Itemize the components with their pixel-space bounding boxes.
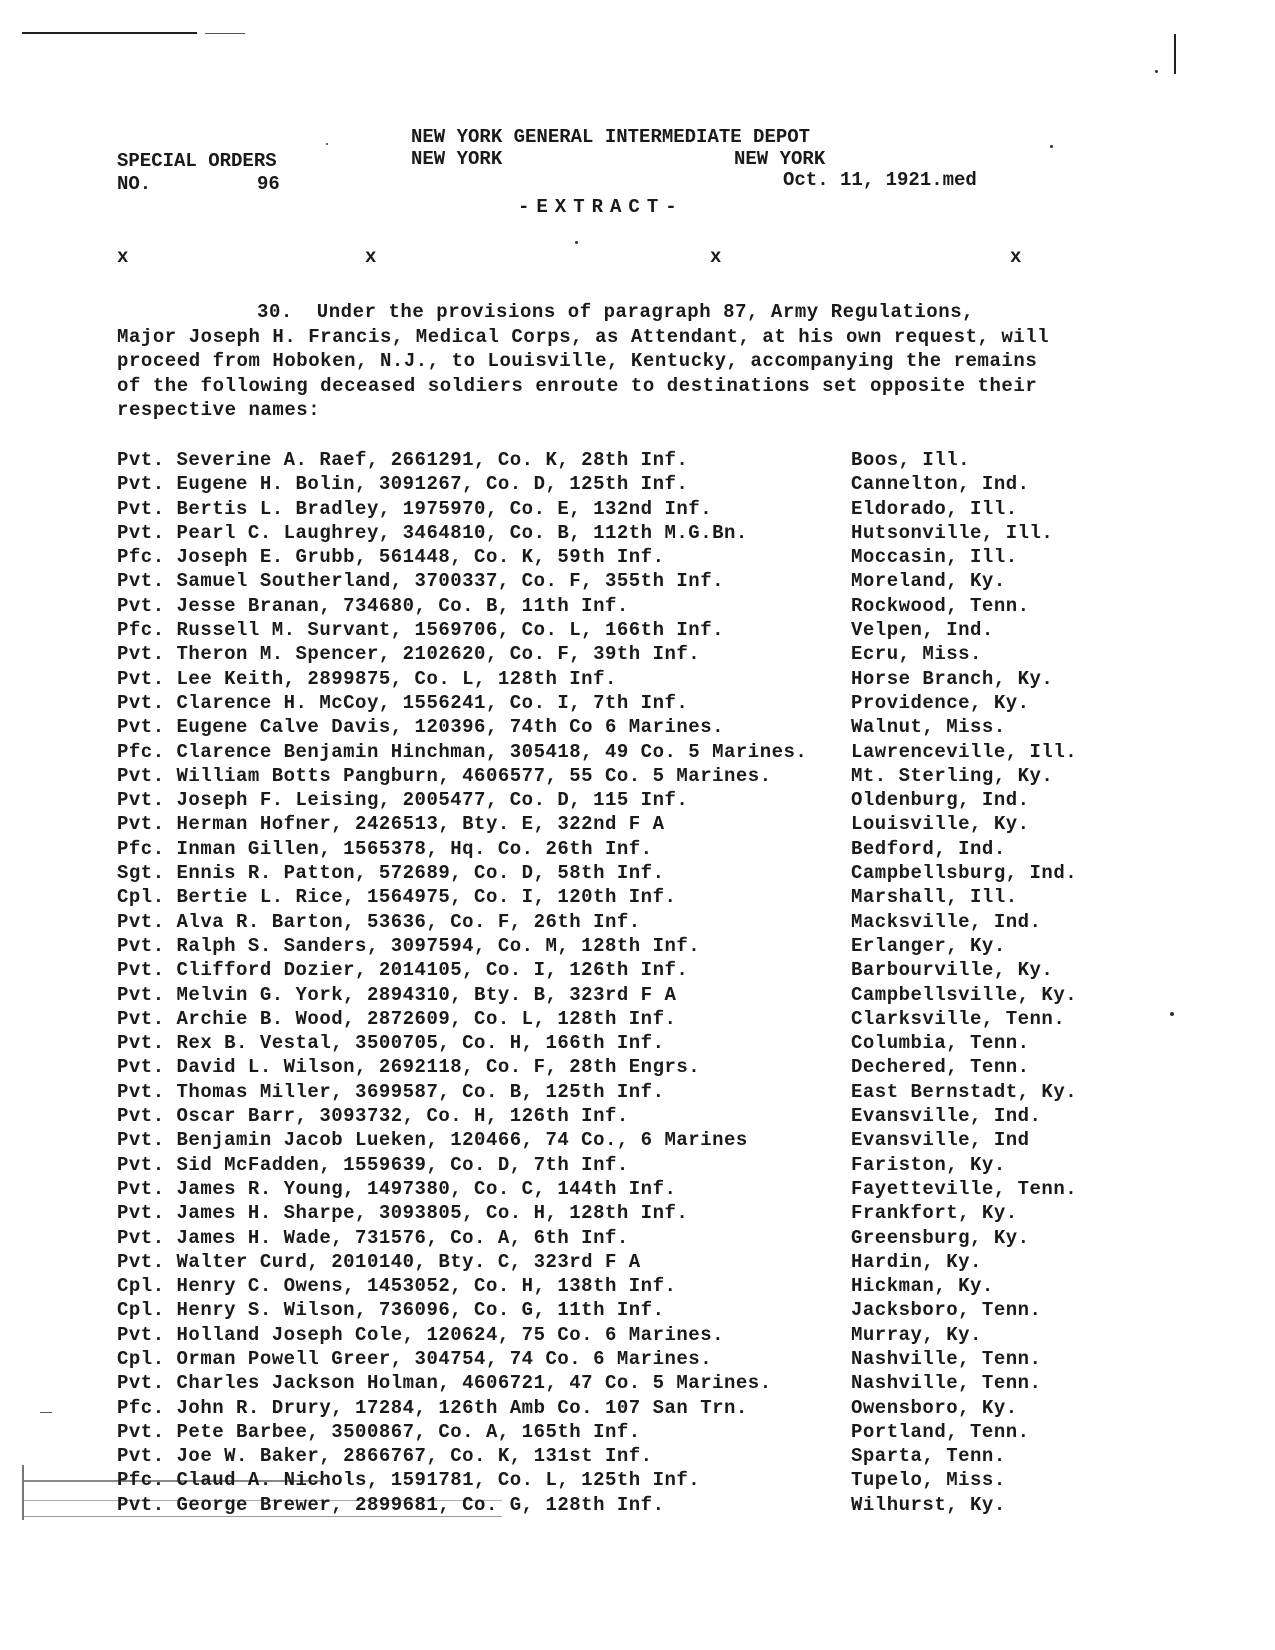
scan-speck <box>326 143 328 145</box>
soldier-entry: Cpl. Orman Powell Greer, 304754, 74 Co. 6 Marines. <box>117 1347 713 1370</box>
roster-row <box>117 862 1177 886</box>
soldier-entry: Pvt. Holland Joseph Cole, 120624, 75 Co. 6 Marines. <box>117 1323 724 1346</box>
top-left-scan-dash <box>205 33 245 34</box>
roster-row <box>117 716 1177 740</box>
right-edge-scan-mark <box>1174 34 1176 74</box>
roster-row <box>117 473 1177 497</box>
scan-speck <box>1155 70 1158 73</box>
destination: Portland, Tenn. <box>851 1420 1030 1443</box>
separator-mark: x <box>117 246 129 268</box>
scan-speck <box>1050 145 1053 148</box>
soldier-entry: Pfc. Inman Gillen, 1565378, Hq. Co. 26th Inf. <box>117 837 653 860</box>
destination: Hickman, Ky. <box>851 1275 994 1298</box>
separator-mark: x <box>710 246 722 268</box>
soldier-entry: Pvt. Thomas Miller, 3699587, Co. B, 125th Inf. <box>117 1080 665 1103</box>
roster-row <box>117 1421 1177 1445</box>
roster-row <box>117 886 1177 910</box>
destination: Fariston, Ky. <box>851 1153 1006 1176</box>
soldier-entry: Cpl. Henry C. Owens, 1453052, Co. H, 138th Inf. <box>117 1275 677 1298</box>
destination: Cannelton, Ind. <box>851 473 1030 496</box>
destination: Moreland, Ky. <box>851 570 1006 593</box>
roster-row <box>117 1445 1177 1469</box>
soldier-entry: Pvt. Herman Hofner, 2426513, Bty. E, 322nd F A <box>117 813 665 836</box>
destination: Owensboro, Ky. <box>851 1396 1018 1419</box>
paragraph-number: 30. <box>257 301 293 323</box>
destination: Frankfort, Ky. <box>851 1202 1018 1225</box>
soldier-entry: Pvt. Charles Jackson Holman, 4606721, 47 Co. 5 Marines. <box>117 1372 772 1395</box>
special-orders-label: SPECIAL ORDERS <box>117 150 277 172</box>
soldier-roster <box>117 449 1177 1518</box>
destination: Campbellsburg, Ind. <box>851 862 1078 885</box>
soldier-entry: Pfc. Russell M. Survant, 1569706, Co. L, 166th Inf. <box>117 619 724 642</box>
city-right: NEW YORK <box>734 148 826 170</box>
roster-row <box>117 522 1177 546</box>
soldier-entry: Pvt. Joseph F. Leising, 2005477, Co. D, 115 Inf. <box>117 789 689 812</box>
soldier-entry: Pvt. Samuel Southerland, 3700337, Co. F, 355th Inf. <box>117 570 724 593</box>
roster-row <box>117 741 1177 765</box>
destination: Walnut, Miss. <box>851 716 1006 739</box>
paragraph-line: Major Joseph H. Francis, Medical Corps, as Attendant, at his own request, will <box>117 325 1050 348</box>
destination: Boos, Ill. <box>851 449 971 471</box>
top-left-scan-line <box>22 32 197 34</box>
soldier-entry: Pvt. James H. Sharpe, 3093805, Co. H, 128th Inf. <box>117 1202 689 1225</box>
roster-row <box>117 911 1177 935</box>
destination: Sparta, Tenn. <box>851 1445 1006 1468</box>
soldier-entry: Pvt. James R. Young, 1497380, Co. C, 144th Inf. <box>117 1177 677 1200</box>
destination: Moccasin, Ill. <box>851 546 1018 569</box>
soldier-entry: Pvt. Pete Barbee, 3500867, Co. A, 165th Inf. <box>117 1420 641 1443</box>
destination: Ecru, Miss. <box>851 643 982 666</box>
soldier-entry: Pvt. William Botts Pangburn, 4606577, 55 Co. 5 Marines. <box>117 764 772 787</box>
order-number: 96 <box>257 173 280 195</box>
paragraph-line: of the following deceased soldiers enroute to destinations set opposite their <box>117 374 1038 397</box>
soldier-entry: Pvt. Clifford Dozier, 2014105, Co. I, 126th Inf. <box>117 959 689 982</box>
destination: Rockwood, Tenn. <box>851 594 1030 617</box>
destination: Barbourville, Ky. <box>851 959 1054 982</box>
soldier-entry: Pfc. Clarence Benjamin Hinchman, 305418, 49 Co. 5 Marines. <box>117 740 808 763</box>
order-number-label: NO. <box>117 173 152 195</box>
roster-row <box>117 1299 1177 1323</box>
roster-row <box>117 692 1177 716</box>
roster-row <box>117 1469 1177 1493</box>
soldier-entry: Cpl. Bertie L. Rice, 1564975, Co. I, 120th Inf. <box>117 886 677 909</box>
separator-mark: x <box>365 246 377 268</box>
soldier-entry: Pvt. Joe W. Baker, 2866767, Co. K, 131st Inf. <box>117 1445 653 1468</box>
soldier-entry: Pvt. David L. Wilson, 2692118, Co. F, 28th Engrs. <box>117 1056 701 1079</box>
destination: Erlanger, Ky. <box>851 934 1006 957</box>
destination: Macksville, Ind. <box>851 910 1042 933</box>
roster-row <box>117 765 1177 789</box>
destination: Mt. Sterling, Ky. <box>851 764 1054 787</box>
roster-row <box>117 1178 1177 1202</box>
order-date: Oct. 11, 1921.med <box>783 169 977 191</box>
depot-name: NEW YORK GENERAL INTERMEDIATE DEPOT <box>411 126 811 148</box>
soldier-entry: Pvt. Walter Curd, 2010140, Bty. C, 323rd F A <box>117 1250 641 1273</box>
roster-row <box>117 1008 1177 1032</box>
paragraph-first-line <box>117 300 1117 325</box>
roster-row <box>117 498 1177 522</box>
soldier-entry: Pvt. Eugene Calve Davis, 120396, 74th Co 6 Marines. <box>117 716 724 739</box>
destination: Evansville, Ind <box>851 1129 1030 1152</box>
roster-row <box>117 1324 1177 1348</box>
roster-row <box>117 619 1177 643</box>
soldier-entry: Pvt. Clarence H. McCoy, 1556241, Co. I, 7th Inf. <box>117 691 689 714</box>
destination: Velpen, Ind. <box>851 619 994 642</box>
paragraph-line: Under the provisions of paragraph 87, Army Regulations, <box>316 301 975 323</box>
soldier-entry: Pvt. Eugene H. Bolin, 3091267, Co. D, 125th Inf. <box>117 473 689 496</box>
soldier-entry: Pvt. Bertis L. Bradley, 1975970, Co. E, 132nd Inf. <box>117 497 713 520</box>
destination: Clarksville, Tenn. <box>851 1007 1066 1030</box>
soldier-entry: Pfc. Joseph E. Grubb, 561448, Co. K, 59th Inf. <box>117 546 665 569</box>
soldier-entry: Pvt. Archie B. Wood, 2872609, Co. L, 128th Inf. <box>117 1007 677 1030</box>
roster-row <box>117 1348 1177 1372</box>
soldier-entry: Pvt. Theron M. Spencer, 2102620, Co. F, 39th Inf. <box>117 643 701 666</box>
order-paragraph <box>117 300 1117 423</box>
paragraph-line: proceed from Hoboken, N.J., to Louisville, Kentucky, accompanying the remains <box>117 350 1038 372</box>
roster-row <box>117 1129 1177 1153</box>
destination: Bedford, Ind. <box>851 837 1006 860</box>
roster-row <box>117 838 1177 862</box>
roster-row <box>117 959 1177 983</box>
soldier-entry: Pvt. James H. Wade, 731576, Co. A, 6th Inf. <box>117 1226 629 1249</box>
roster-row <box>117 813 1177 837</box>
roster-row <box>117 570 1177 594</box>
destination: Oldenburg, Ind. <box>851 789 1030 812</box>
margin-dash <box>40 1412 52 1413</box>
destination: Greensburg, Ky. <box>851 1226 1030 1249</box>
roster-row <box>117 1105 1177 1129</box>
roster-row <box>117 668 1177 692</box>
soldier-entry: Pfc. John R. Drury, 17284, 126th Amb Co. 107 San Trn. <box>117 1396 748 1419</box>
destination: Wilhurst, Ky. <box>851 1493 1006 1516</box>
roster-row <box>117 1081 1177 1105</box>
destination: Hutsonville, Ill. <box>851 521 1054 544</box>
roster-row <box>117 1251 1177 1275</box>
destination: Marshall, Ill. <box>851 886 1018 909</box>
roster-row <box>117 643 1177 667</box>
roster-row <box>117 935 1177 959</box>
soldier-entry: Pvt. Severine A. Raef, 2661291, Co. K, 28th Inf. <box>117 449 689 471</box>
city-left: NEW YORK <box>411 148 503 170</box>
roster-row <box>117 1397 1177 1421</box>
roster-row <box>117 546 1177 570</box>
destination: Nashville, Tenn. <box>851 1347 1042 1370</box>
destination: Louisville, Ky. <box>851 813 1030 836</box>
soldier-entry: Cpl. Henry S. Wilson, 736096, Co. G, 11th Inf. <box>117 1299 665 1322</box>
destination: Dechered, Tenn. <box>851 1056 1030 1079</box>
roster-row <box>117 1154 1177 1178</box>
extract-heading: -EXTRACT- <box>518 196 684 218</box>
roster-row <box>117 1275 1177 1299</box>
soldier-entry: Pvt. Oscar Barr, 3093732, Co. H, 126th Inf. <box>117 1105 629 1128</box>
soldier-entry: Pvt. Benjamin Jacob Lueken, 120466, 74 Co., 6 Marines <box>117 1129 748 1152</box>
destination: Fayetteville, Tenn. <box>851 1177 1078 1200</box>
soldier-entry: Pvt. Rex B. Vestal, 3500705, Co. H, 166th Inf. <box>117 1032 665 1055</box>
destination: Providence, Ky. <box>851 691 1030 714</box>
soldier-entry: Pvt. Melvin G. York, 2894310, Bty. B, 323rd F A <box>117 983 677 1006</box>
destination: Horse Branch, Ky. <box>851 667 1054 690</box>
destination: Eldorado, Ill. <box>851 497 1018 520</box>
soldier-entry: Pfc. Claud A. Nichols, 1591781, Co. L, 125th Inf. <box>117 1469 701 1492</box>
roster-row <box>117 449 1177 473</box>
soldier-entry: Pvt. Ralph S. Sanders, 3097594, Co. M, 128th Inf. <box>117 934 701 957</box>
destination: Tupelo, Miss. <box>851 1469 1006 1492</box>
soldier-entry: Pvt. Pearl C. Laughrey, 3464810, Co. B, 112th M.G.Bn. <box>117 521 748 544</box>
destination: East Bernstadt, Ky. <box>851 1080 1078 1103</box>
roster-row <box>117 1056 1177 1080</box>
destination: Lawrenceville, Ill. <box>851 740 1078 763</box>
destination: Jacksboro, Tenn. <box>851 1299 1042 1322</box>
roster-row <box>117 1494 1177 1518</box>
soldier-entry: Pvt. Alva R. Barton, 53636, Co. F, 26th Inf. <box>117 910 641 933</box>
bottom-left-scan-edge <box>22 1465 24 1520</box>
destination: Columbia, Tenn. <box>851 1032 1030 1055</box>
roster-row <box>117 1032 1177 1056</box>
soldier-entry: Pvt. Sid McFadden, 1559639, Co. D, 7th Inf. <box>117 1153 629 1176</box>
soldier-entry: Pvt. Jesse Branan, 734680, Co. B, 11th Inf. <box>117 594 629 617</box>
scan-speck <box>575 241 578 244</box>
separator-mark: x <box>1010 246 1022 268</box>
soldier-entry: Pvt. Lee Keith, 2899875, Co. L, 128th Inf. <box>117 667 617 690</box>
roster-row <box>117 984 1177 1008</box>
paragraph-line: respective names: <box>117 399 321 421</box>
destination: Nashville, Tenn. <box>851 1372 1042 1395</box>
soldier-entry: Pvt. George Brewer, 2899681, Co. G, 128th Inf. <box>117 1493 665 1516</box>
roster-row <box>117 1372 1177 1396</box>
roster-row <box>117 595 1177 619</box>
roster-row <box>117 1227 1177 1251</box>
destination: Evansville, Ind. <box>851 1105 1042 1128</box>
destination: Murray, Ky. <box>851 1323 982 1346</box>
roster-row <box>117 1202 1177 1226</box>
roster-row <box>117 789 1177 813</box>
destination: Campbellsville, Ky. <box>851 983 1078 1006</box>
destination: Hardin, Ky. <box>851 1250 982 1273</box>
soldier-entry: Sgt. Ennis R. Patton, 572689, Co. D, 58th Inf. <box>117 862 665 885</box>
